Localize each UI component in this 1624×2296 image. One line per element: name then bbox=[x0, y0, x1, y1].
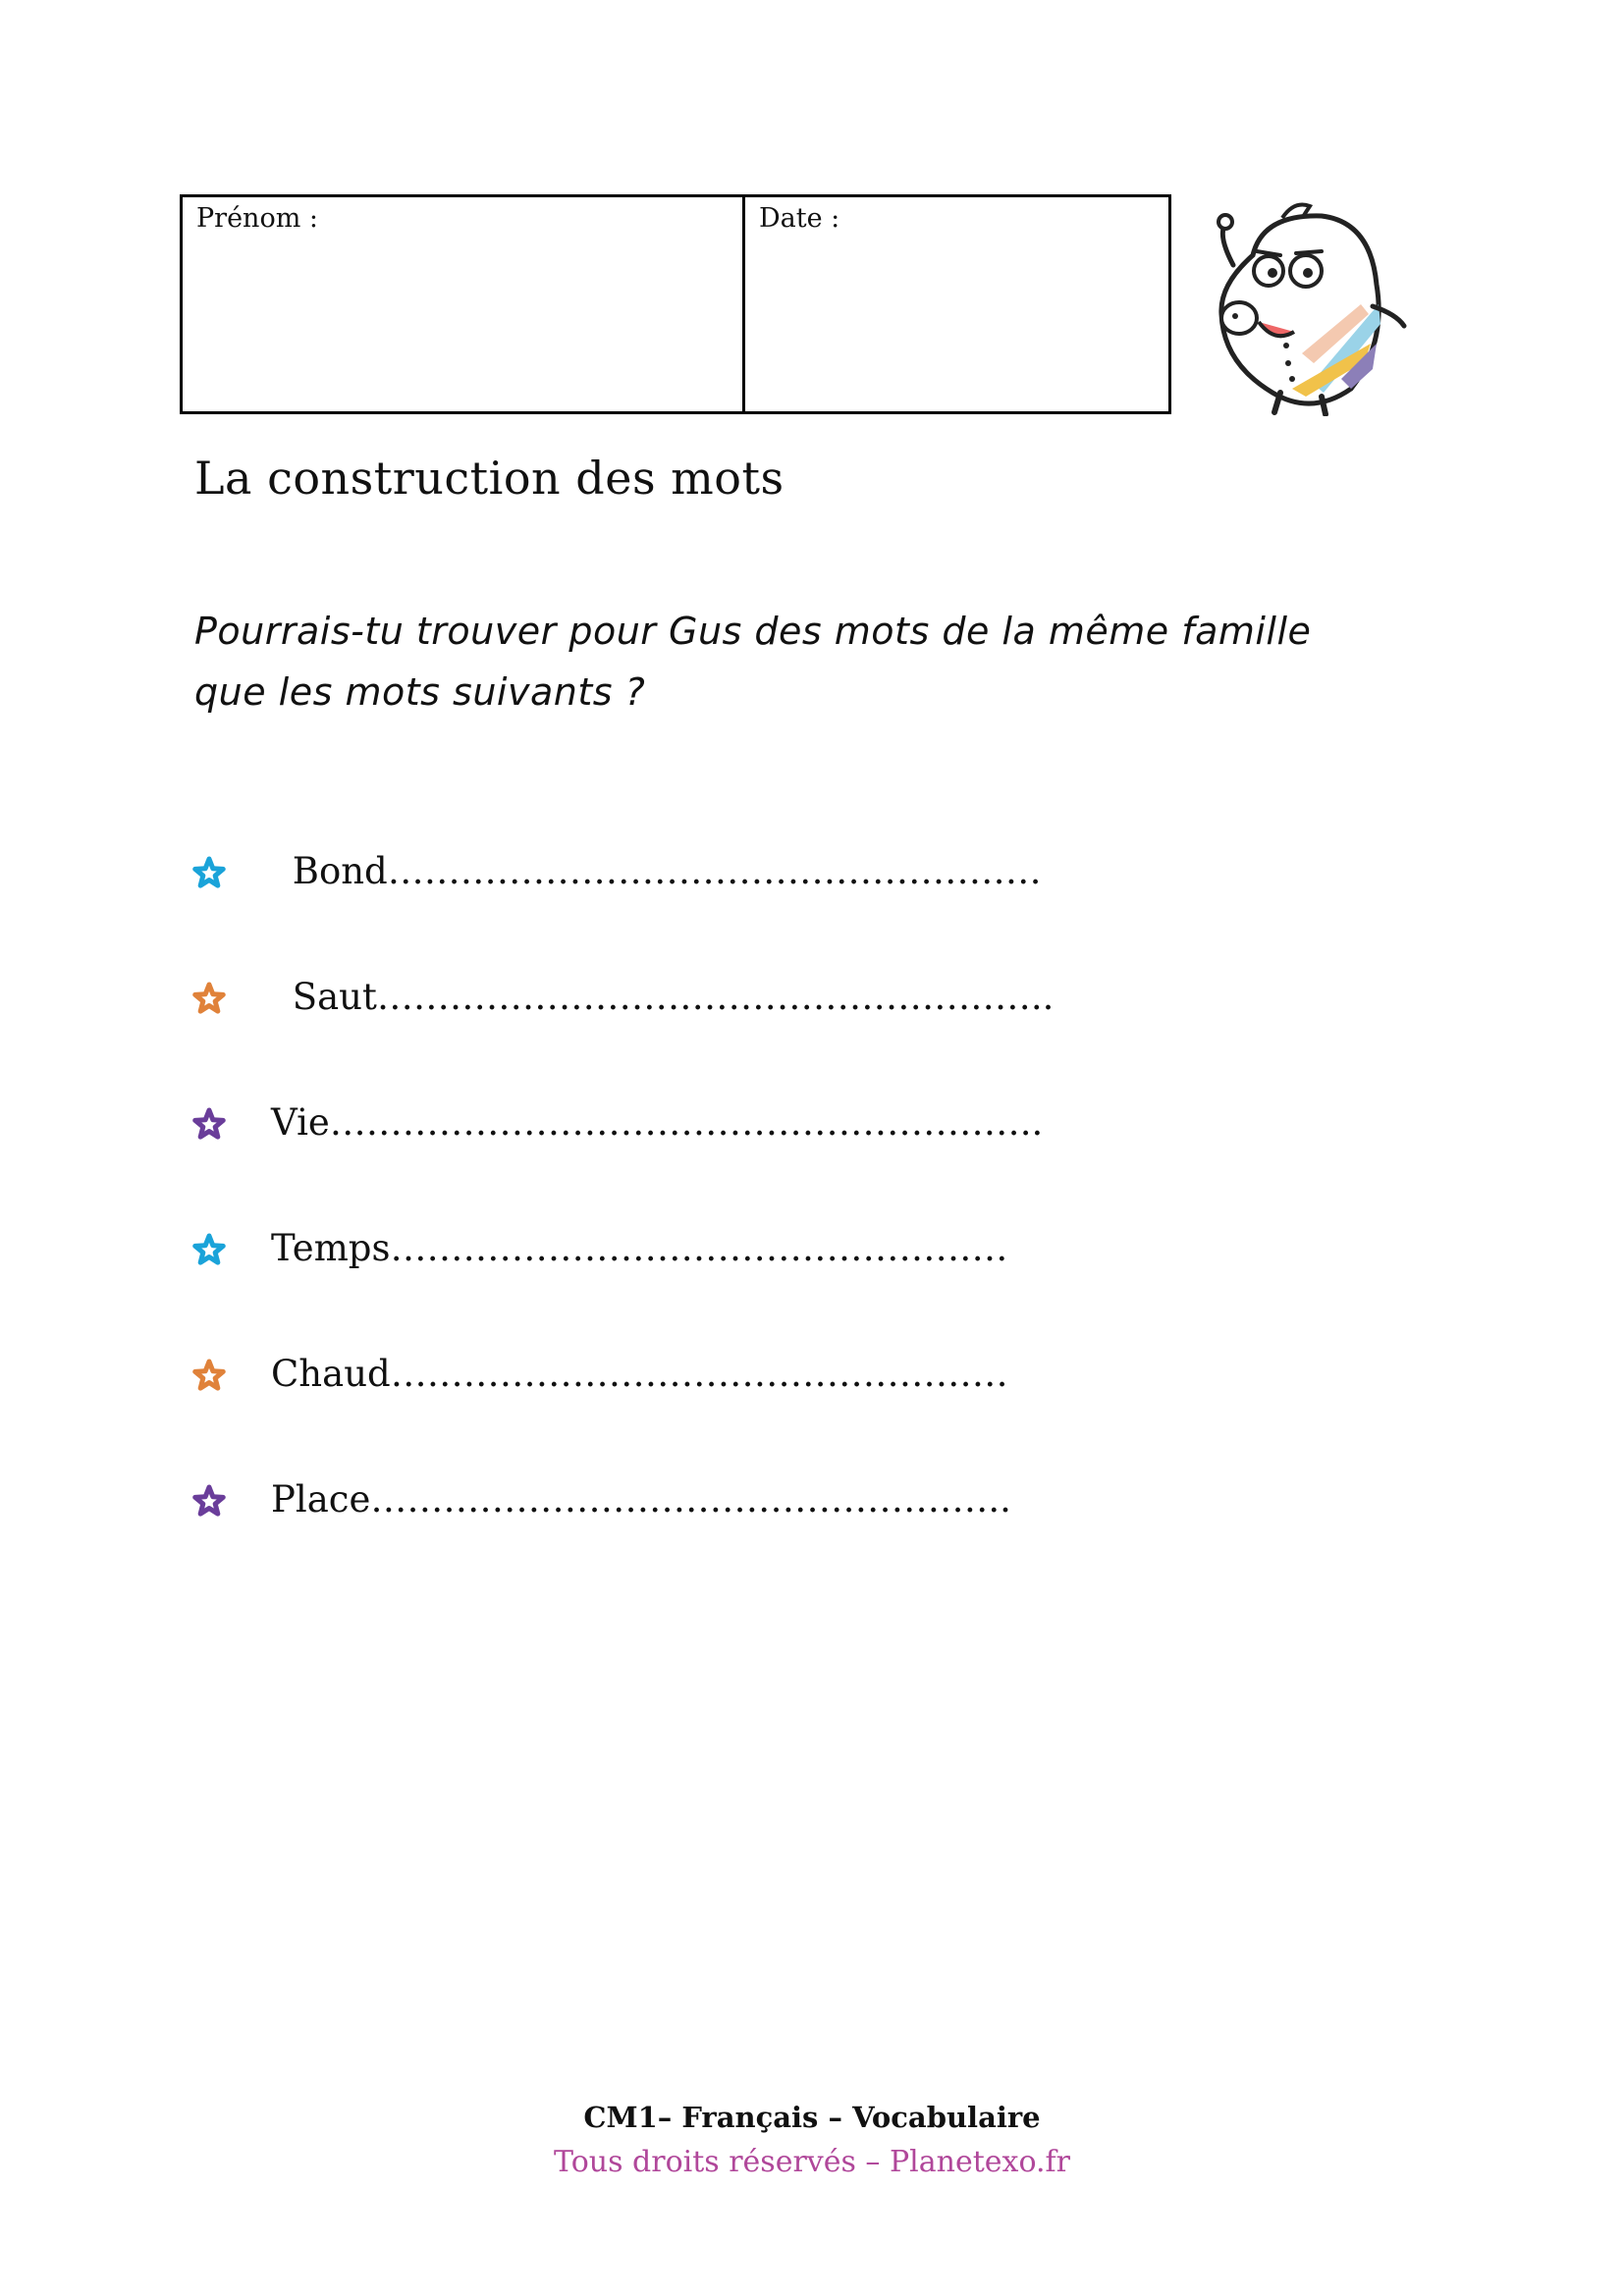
word-list bbox=[192, 850, 1054, 1604]
word-vie: Vie………………………………………………….. bbox=[271, 1101, 1044, 1144]
star-icon bbox=[192, 1107, 226, 1141]
sheep-mascot-icon bbox=[1204, 196, 1414, 416]
star-icon bbox=[192, 1359, 226, 1392]
word-temps: Temps…………………………………………… bbox=[271, 1227, 1008, 1269]
instruction-line-2: que les mots suivants ? bbox=[194, 670, 646, 714]
prenom-field[interactable] bbox=[183, 197, 745, 411]
word-item-temps[interactable] bbox=[192, 1227, 1054, 1353]
page-title: La construction des mots bbox=[194, 452, 785, 505]
word-item-place[interactable] bbox=[192, 1478, 1054, 1604]
word-saut: Saut……………………………………………….. bbox=[281, 976, 1055, 1018]
star-icon bbox=[192, 982, 226, 1015]
prenom-label: Prénom : bbox=[196, 203, 318, 234]
word-item-bond[interactable] bbox=[192, 850, 1054, 976]
date-field[interactable] bbox=[745, 197, 1168, 411]
word-bond: Bond……………………………………………… bbox=[281, 850, 1042, 892]
word-item-saut[interactable] bbox=[192, 976, 1054, 1101]
instruction-line-1: Pourrais-tu trouver pour Gus des mots de la même famille bbox=[194, 610, 1312, 653]
word-place: Place…………………………………………….. bbox=[271, 1478, 1011, 1521]
footer-course-label: CM1– Français – Vocabulaire bbox=[583, 2101, 1041, 2134]
word-item-vie[interactable] bbox=[192, 1101, 1054, 1227]
date-label: Date : bbox=[759, 203, 840, 234]
name-date-table bbox=[180, 194, 1171, 414]
word-item-chaud[interactable] bbox=[192, 1353, 1054, 1478]
star-icon bbox=[192, 1233, 226, 1266]
footer-copyright-link[interactable]: Tous droits réservés – Planetexo.fr bbox=[554, 2145, 1070, 2179]
exercise-instruction bbox=[194, 601, 1471, 722]
star-icon bbox=[192, 856, 226, 889]
star-icon bbox=[192, 1484, 226, 1518]
word-chaud: Chaud…………………………………………… bbox=[271, 1353, 1008, 1395]
